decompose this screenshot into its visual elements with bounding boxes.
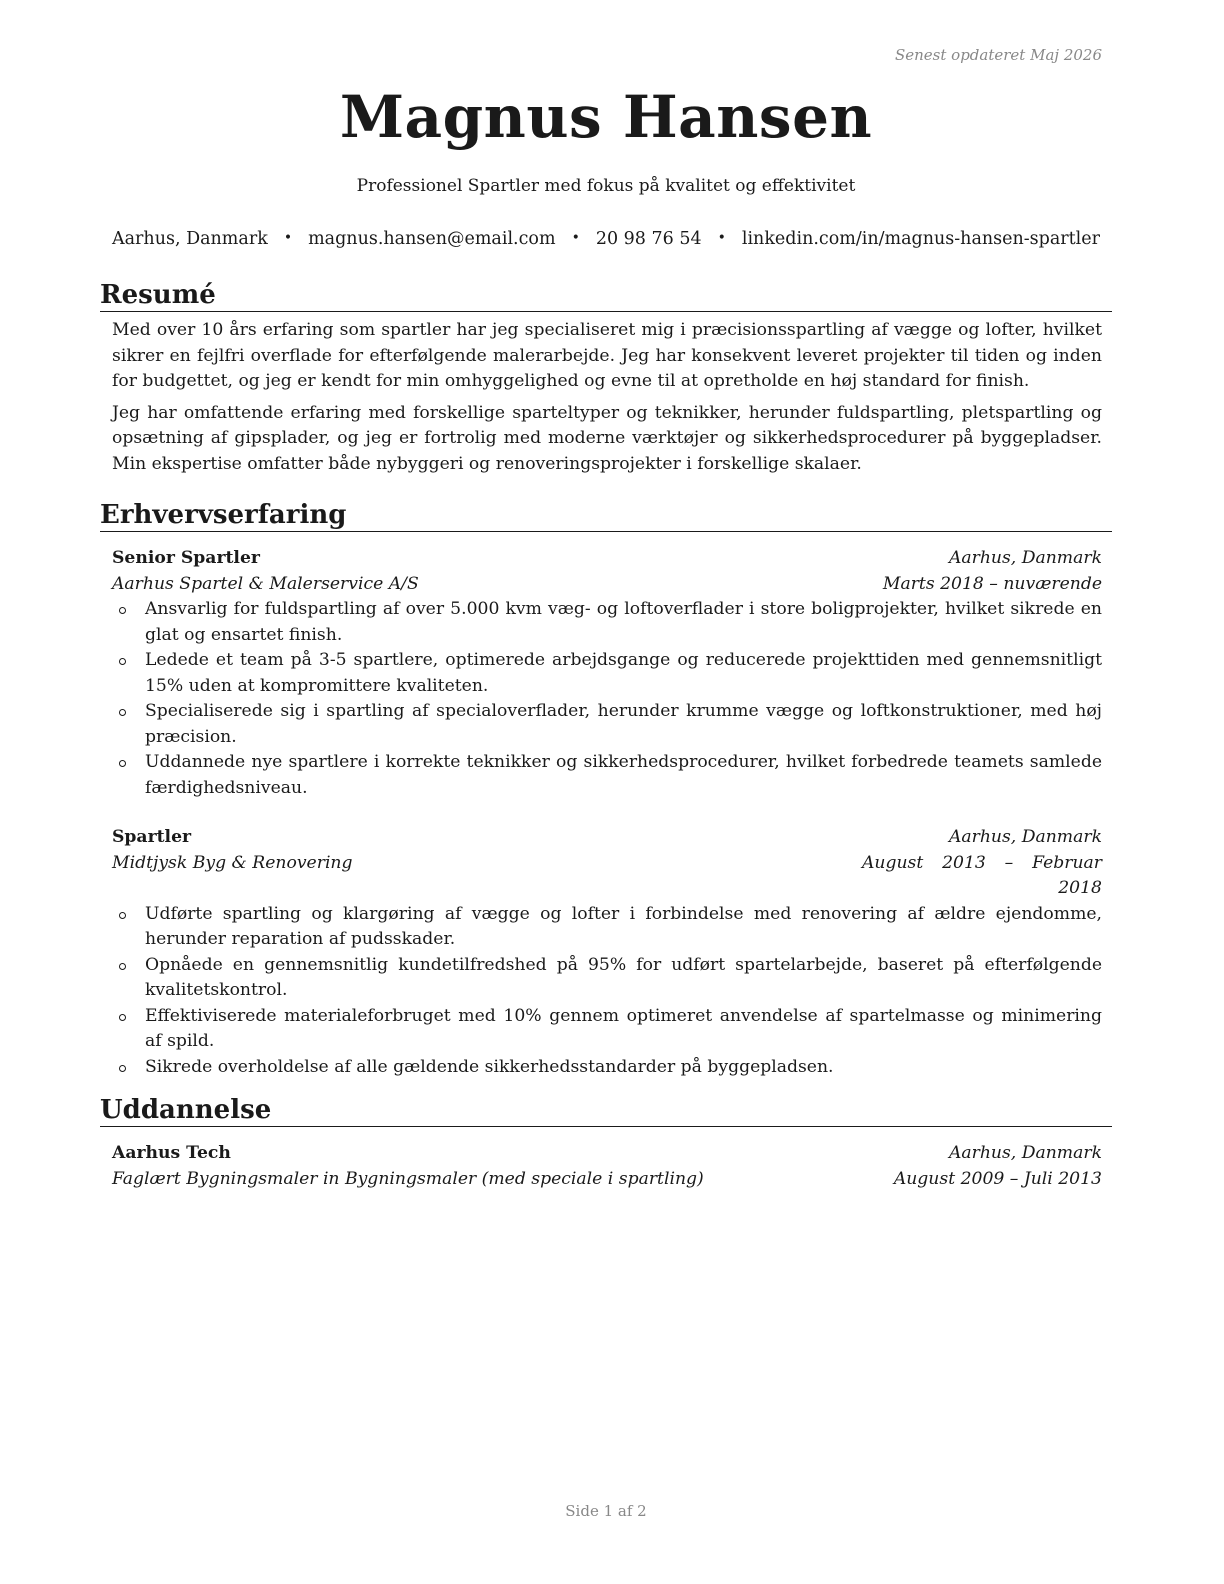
list-item: Ansvarlig for fuldspartling af over 5.000 kvm væg- og loftoverflader i store boligprojekter, hvilket sikrede en glat og ensartet finish. bbox=[112, 597, 1102, 648]
entry-subheader-row bbox=[112, 1167, 1102, 1193]
contact-separator: • bbox=[571, 230, 580, 246]
bullet-list bbox=[112, 597, 1102, 801]
list-item: Specialiserede sig i spartling af specialoverflader, herunder krumme vægge og loftkonstruktioner, med høj præcision. bbox=[112, 699, 1102, 750]
section-title: Uddannelse bbox=[100, 1095, 1112, 1127]
contact-location: Aarhus, Danmark bbox=[111, 229, 268, 249]
last-updated: Senest opdateret Maj 2026 bbox=[894, 46, 1102, 64]
degree-name: Faglært Bygningsmaler in Bygningsmaler (med speciale i spartling) bbox=[112, 1168, 704, 1189]
candidate-name: Magnus Hansen bbox=[339, 83, 873, 151]
job-dates: August 2013 – Februar 2018 bbox=[862, 852, 1102, 898]
page-number: Side 1 af 2 bbox=[565, 1502, 647, 1520]
experience-entry bbox=[112, 825, 1102, 1080]
summary-paragraph: Jeg har omfattende erfaring med forskellige sparteltyper og teknikker, herunder fuldspartling, pletspartling og opsætning af gipsplader, og jeg er fortrolig med moderne værktøjer og sikkerhedsprocedurer på byggepladser. Min ekspertise omfatter både nybyggeri og renoveringsprojekter i forskellige skalaer. bbox=[112, 402, 1102, 474]
list-item: Udførte spartling og klargøring af vægge og lofter i forbindelse med renovering af ældre ejendomme, herunder reparation af pudsskader. bbox=[112, 902, 1102, 953]
school-location: Aarhus, Danmark bbox=[948, 1143, 1102, 1163]
contact-line bbox=[100, 229, 1112, 249]
entry-header-row bbox=[112, 825, 1102, 851]
entry-subheader-row bbox=[112, 572, 1102, 598]
list-item: Uddannede nye spartlere i korrekte teknikker og sikkerhedsprocedurer, hvilket forbedrede teamets samlede færdighedsniveau. bbox=[112, 750, 1102, 801]
section-title: Erhvervserfaring bbox=[100, 500, 1112, 532]
bullet-list bbox=[112, 902, 1102, 1081]
section-title: Resumé bbox=[100, 280, 1112, 312]
job-dates: Marts 2018 – nuværende bbox=[882, 573, 1102, 594]
company-name: Midtjysk Byg & Renovering bbox=[112, 852, 353, 873]
summary-section bbox=[100, 280, 1112, 477]
contact-phone[interactable]: 20 98 76 54 bbox=[595, 229, 702, 249]
contact-separator: • bbox=[717, 230, 726, 246]
list-item: Sikrede overholdelse af alle gældende sikkerhedsstandarder på byggepladsen. bbox=[112, 1055, 1102, 1081]
tagline: Professionel Spartler med fokus på kvalitet og effektivitet bbox=[356, 176, 856, 196]
job-location: Aarhus, Danmark bbox=[948, 548, 1102, 568]
list-item: Ledede et team på 3-5 spartlere, optimerede arbejdsgange og reducerede projekttiden med gennemsnitligt 15% uden at kompromittere kvaliteten. bbox=[112, 648, 1102, 699]
experience-entry bbox=[112, 546, 1102, 801]
resume-page bbox=[100, 0, 1112, 1584]
contact-separator: • bbox=[283, 230, 293, 246]
list-item: Effektiviserede materialeforbruget med 10% gennem optimeret anvendelse af spartelmasse og minimering af spild. bbox=[112, 1004, 1102, 1055]
job-title: Senior Spartler bbox=[112, 548, 260, 568]
list-item: Opnåede en gennemsnitlig kundetilfredshed på 95% for udført spartelarbejde, baseret på efterfølgende kvalitetskontrol. bbox=[112, 953, 1102, 1004]
education-dates: August 2009 – Juli 2013 bbox=[893, 1168, 1102, 1189]
education-entry bbox=[112, 1141, 1102, 1192]
company-name: Aarhus Spartel & Malerservice A/S bbox=[112, 573, 419, 594]
job-location: Aarhus, Danmark bbox=[948, 827, 1102, 847]
experience-section bbox=[100, 500, 1112, 1080]
entry-subheader-row bbox=[112, 851, 1102, 902]
school-name: Aarhus Tech bbox=[112, 1143, 231, 1163]
summary-paragraph: Med over 10 års erfaring som spartler har jeg specialiseret mig i præcisionsspartling af vægge og lofter, hvilket sikrer en fejlfri overflade for efterfølgende malerarbejde. Jeg har konsekvent leveret projekter til tiden og inden for budgettet, og jeg er kendt for min omhyggelighed og evne til at opretholde en høj standard for finish. bbox=[112, 320, 1102, 391]
job-title: Spartler bbox=[112, 827, 192, 847]
entry-header-row bbox=[112, 1141, 1102, 1167]
entry-header-row bbox=[112, 546, 1102, 572]
contact-email[interactable]: magnus.hansen@email.com bbox=[308, 229, 556, 249]
contact-linkedin[interactable]: linkedin.com/in/magnus-hansen-spartler bbox=[741, 229, 1101, 249]
education-section bbox=[100, 1095, 1112, 1192]
